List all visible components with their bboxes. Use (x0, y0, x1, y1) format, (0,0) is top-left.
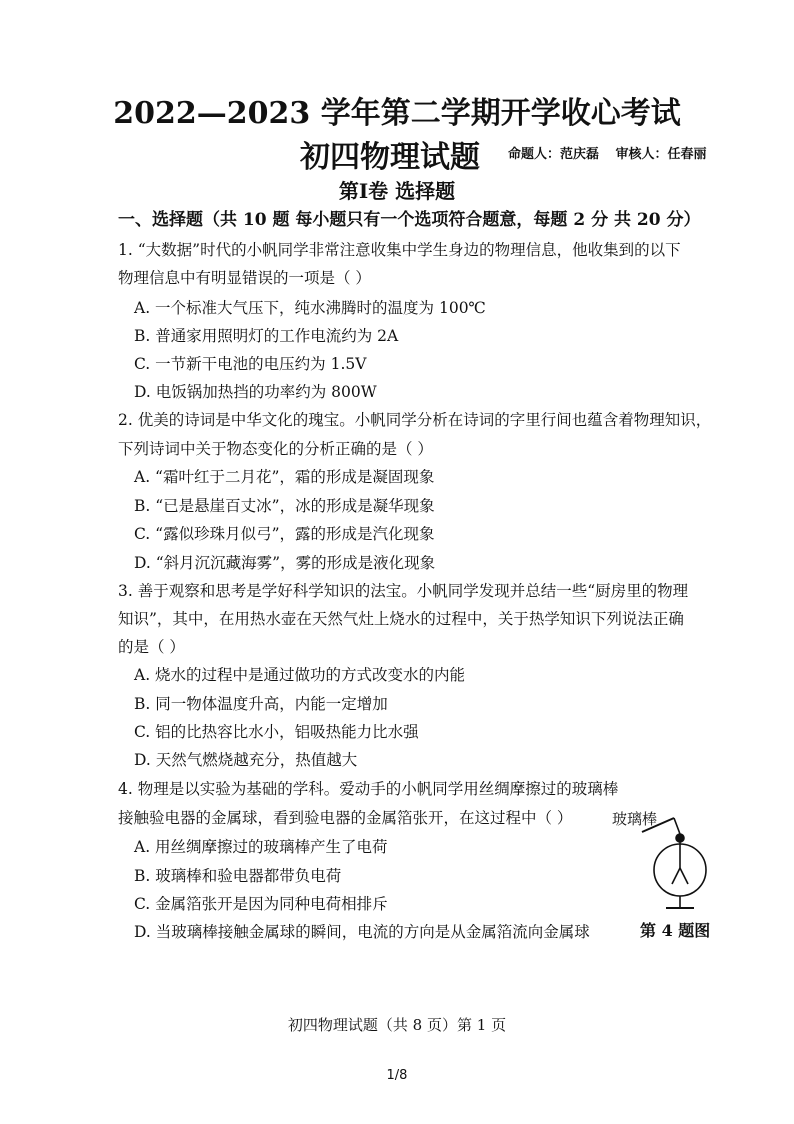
question-2-option-a: A. “霜叶红于二月花”，霜的形成是凝固现象 (134, 468, 435, 486)
question-3-option-d: D. 天然气燃烧越充分，热值越大 (134, 751, 358, 769)
question-1-option-a: A. 一个标准大气压下，纯水沸腾时的温度为 100℃ (134, 299, 486, 317)
question-4-option-c: C. 金属箔张开是因为同种电荷相排斥 (134, 895, 388, 913)
page-footer: 初四物理试题（共 8 页）第 1 页 (287, 1016, 507, 1034)
question-4-option-d: D. 当玻璃棒接触金属球的瞬间，电流的方向是从金属箔流向金属球 (134, 923, 590, 941)
question-3-option-c: C. 铝的比热容比水小，铝吸热能力比水强 (134, 723, 419, 741)
author-credit: 命题人：范庆磊 (508, 147, 600, 162)
question-3-option-a: A. 烧水的过程中是通过做功的方式改变水的内能 (134, 666, 466, 684)
page-indicator: 1/8 (386, 1068, 408, 1083)
authors-line (508, 143, 707, 162)
question-1-option-c: C. 一节新干电池的电压约为 1.5V (134, 355, 367, 373)
exam-subtitle: 初四物理试题 (300, 140, 480, 175)
question-4-stem-line-1: 4. 物理是以实验为基础的学科。爱动手的小帆同学用丝绸摩擦过的玻璃棒 (118, 780, 619, 798)
question-2-option-c: C. “露似珍珠月似弓”，露的形成是汽化现象 (134, 525, 435, 543)
question-2-option-d: D. “斜月沉沉藏海雾”，雾的形成是液化现象 (134, 554, 436, 572)
question-2-stem-line-2: 下列诗词中关于物态变化的分析正确的是（ ） (118, 440, 433, 458)
figure-caption: 第 4 题图 (640, 921, 711, 940)
question-1-option-b: B. 普通家用照明灯的工作电流约为 2A (134, 327, 399, 345)
reviewer-credit: 审核人：任春丽 (615, 147, 707, 162)
question-3-option-b: B. 同一物体温度升高，内能一定增加 (134, 695, 388, 713)
question-1-stem-line-2: 物理信息中有明显错误的一项是（ ） (118, 269, 371, 287)
question-2-option-b: B. “已是悬崖百丈冰”，冰的形成是凝华现象 (134, 497, 435, 515)
part-heading: 一、选择题（共 10 题 每小题只有一个选项符合题意，每题 2 分 共 20 分） (118, 210, 701, 230)
question-1-stem-line-1: 1. “大数据”时代的小帆同学非常注意收集中学生身边的物理信息，他收集到的以下 (118, 241, 681, 259)
question-3-stem-line-1: 3. 善于观察和思考是学好科学知识的法宝。小帆同学发现并总结一些“厨房里的物理 (118, 582, 689, 600)
question-4-stem-line-2: 接触验电器的金属球，看到验电器的金属箔张开，在这过程中（ ） (118, 809, 573, 827)
question-3-stem-line-2: 知识”，其中，在用热水壶在天然气灶上烧水的过程中，关于热学知识下列说法正确 (118, 610, 684, 628)
question-4-option-a: A. 用丝绸摩擦过的玻璃棒产生了电荷 (134, 838, 388, 856)
question-2-stem-line-1: 2. 优美的诗词是中华文化的瑰宝。小帆同学分析在诗词的字里行间也蕴含着物理知识， (118, 411, 712, 429)
question-3-stem-line-3: 的是（ ） (118, 638, 185, 656)
question-4-option-b: B. 玻璃棒和验电器都带负电荷 (134, 867, 342, 885)
question-1-option-d: D. 电饭锅加热挡的功率约为 800W (134, 383, 377, 401)
figure-label-glass-rod: 玻璃棒 (612, 810, 658, 828)
section-heading: 第Ⅰ卷 选择题 (338, 179, 456, 203)
exam-title: 2022—2023 学年第二学期开学收心考试 (113, 96, 681, 131)
